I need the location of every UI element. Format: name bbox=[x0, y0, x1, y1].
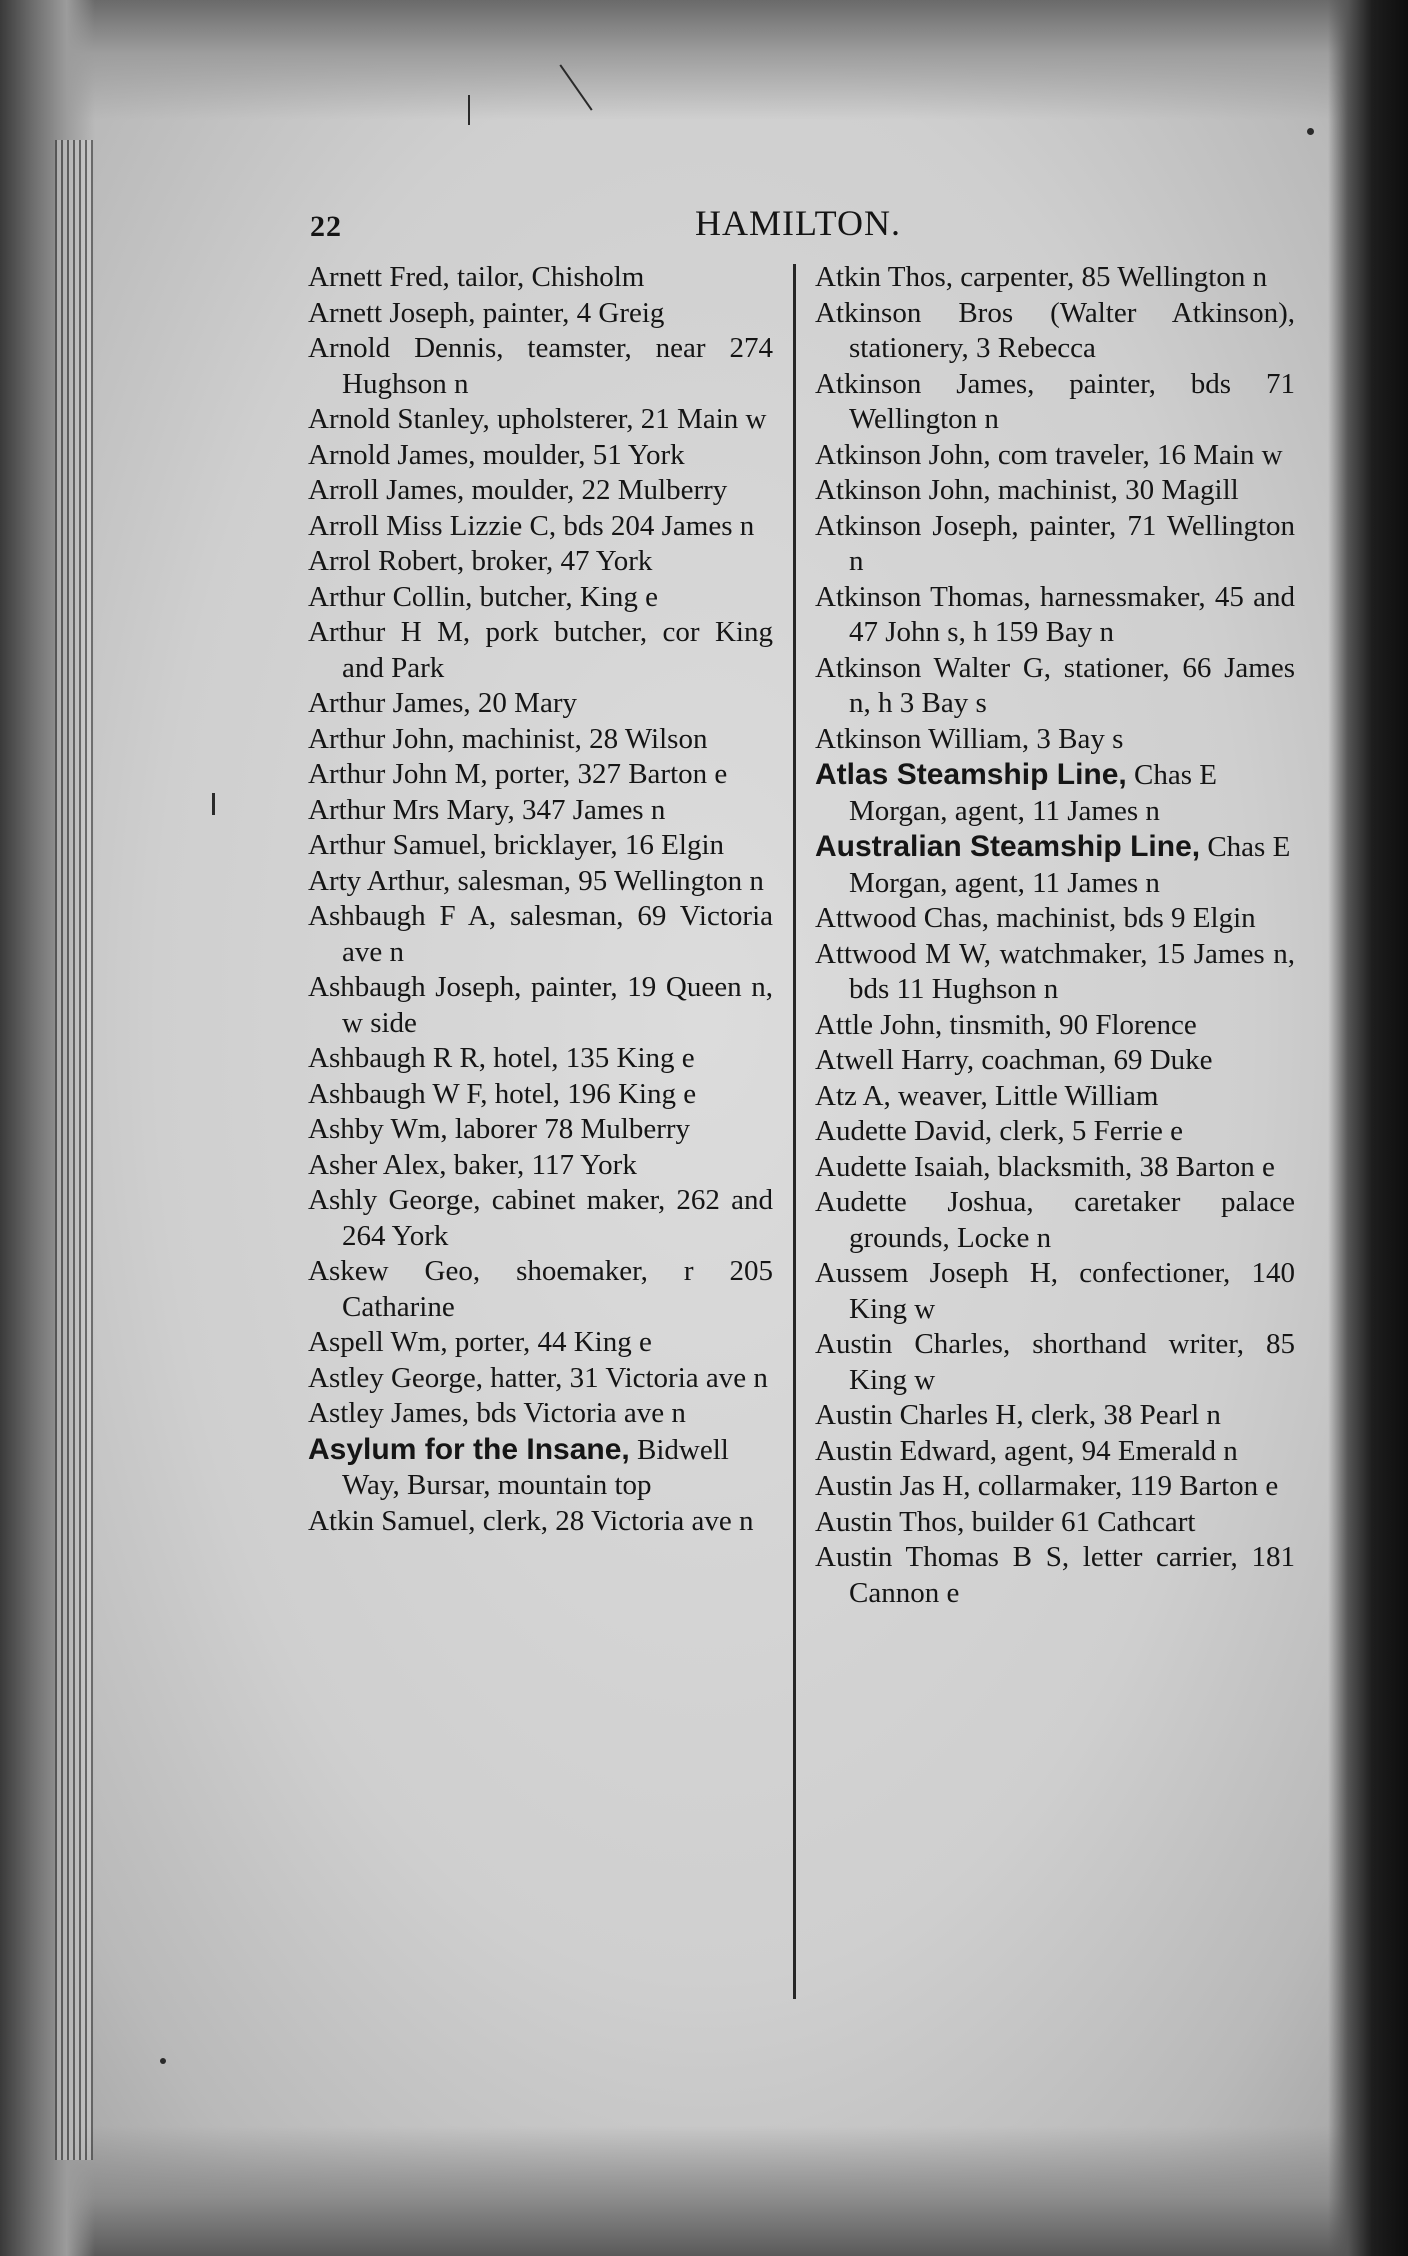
directory-entry bbox=[815, 367, 1295, 438]
directory-entry bbox=[308, 438, 773, 474]
directory-page bbox=[300, 200, 1300, 2070]
directory-entry bbox=[815, 509, 1295, 580]
entry-text: Ashbaugh W F, hotel, 196 King e bbox=[308, 1077, 697, 1110]
entry-text: Austin Edward, agent, 94 Emerald n bbox=[815, 1434, 1238, 1467]
directory-entry bbox=[815, 1505, 1295, 1541]
entry-text: Ashbaugh Joseph, painter, 19 Queen n, w side bbox=[308, 971, 773, 1039]
directory-entry bbox=[308, 757, 773, 793]
directory-entry bbox=[815, 901, 1295, 937]
directory-entry bbox=[308, 1112, 773, 1148]
directory-entry bbox=[308, 1183, 773, 1254]
directory-entry bbox=[815, 1540, 1295, 1611]
entry-text: Askew Geo, shoemaker, r 205 Catharine bbox=[308, 1255, 773, 1323]
directory-entry bbox=[308, 1504, 773, 1540]
entry-text: Arthur James, 20 Mary bbox=[308, 687, 578, 719]
directory-entry bbox=[815, 757, 1295, 829]
directory-columns bbox=[300, 260, 1300, 2070]
directory-entry bbox=[308, 828, 773, 864]
directory-entry bbox=[815, 1150, 1295, 1186]
directory-entry bbox=[815, 1434, 1295, 1470]
directory-entry bbox=[308, 260, 773, 296]
entry-text: Arthur Mrs Mary, 347 James n bbox=[308, 793, 666, 826]
directory-entry bbox=[815, 260, 1295, 296]
entry-text: Attle John, tinsmith, 90 Florence bbox=[815, 1008, 1197, 1041]
entry-text: Austin Thomas B S, letter carrier, 181 Cannon e bbox=[815, 1541, 1295, 1609]
entry-text: Arnold Dennis, teamster, near 274 Hughson n bbox=[308, 332, 773, 400]
entry-text: Ashbaugh F A, salesman, 69 Victoria ave n bbox=[308, 900, 773, 968]
directory-entry bbox=[308, 1148, 773, 1184]
entry-text: Ashby Wm, laborer 78 Mulberry bbox=[308, 1113, 691, 1145]
directory-entry bbox=[815, 1256, 1295, 1327]
film-speck bbox=[1307, 128, 1314, 135]
directory-entry bbox=[308, 544, 773, 580]
entry-text: Aspell Wm, porter, 44 King e bbox=[308, 1326, 652, 1358]
film-scratch bbox=[468, 95, 470, 125]
directory-entry bbox=[815, 1327, 1295, 1398]
page-number: 22 bbox=[310, 210, 342, 243]
directory-entry bbox=[308, 509, 773, 545]
directory-entry bbox=[815, 937, 1295, 1008]
entry-text: Atkinson William, 3 Bay s bbox=[815, 722, 1124, 755]
right-column bbox=[815, 260, 1295, 1611]
running-head: HAMILTON. bbox=[695, 203, 902, 243]
entry-text: Atkinson John, com traveler, 16 Main w bbox=[815, 438, 1283, 471]
directory-entry bbox=[815, 1114, 1295, 1150]
entry-text: Arnett Fred, tailor, Chisholm bbox=[308, 261, 645, 293]
entry-text: Atkinson John, machinist, 30 Magill bbox=[815, 474, 1239, 506]
entry-text: Asher Alex, baker, 117 York bbox=[308, 1148, 637, 1181]
directory-entry bbox=[815, 1008, 1295, 1044]
entry-text: Astley George, hatter, 31 Victoria ave n bbox=[308, 1361, 768, 1394]
film-speck bbox=[160, 2058, 166, 2064]
entry-business-name: Australian Steamship Line, bbox=[815, 830, 1201, 863]
entry-business-name: Atlas Steamship Line, bbox=[815, 758, 1127, 791]
film-edge-bottom bbox=[0, 2126, 1408, 2256]
directory-entry bbox=[815, 1469, 1295, 1505]
directory-entry bbox=[308, 1325, 773, 1361]
directory-entry bbox=[815, 1079, 1295, 1115]
entry-text: Arroll James, moulder, 22 Mulberry bbox=[308, 474, 728, 506]
left-column bbox=[308, 260, 773, 1539]
directory-entry bbox=[308, 1361, 773, 1397]
entry-text: Arroll Miss Lizzie C, bds 204 James n bbox=[308, 509, 755, 542]
entry-text: Austin Jas H, collarmaker, 119 Barton e bbox=[815, 1470, 1279, 1502]
directory-entry bbox=[815, 1398, 1295, 1434]
entry-text: Arthur H M, pork butcher, cor King and Park bbox=[308, 616, 773, 684]
directory-entry bbox=[815, 580, 1295, 651]
page-header bbox=[300, 200, 1300, 260]
directory-entry bbox=[308, 1041, 773, 1077]
directory-entry bbox=[308, 1432, 773, 1504]
film-edge-top bbox=[0, 0, 1408, 120]
entry-text: Atkinson Thomas, harnessmaker, 45 and 47 John s, h 159 Bay n bbox=[815, 580, 1295, 648]
entry-details: Chas E Morgan, agent, 11 James n bbox=[849, 759, 1217, 827]
directory-entry bbox=[815, 1043, 1295, 1079]
directory-entry bbox=[308, 722, 773, 758]
directory-entry bbox=[815, 296, 1295, 367]
entry-text: Arty Arthur, salesman, 95 Wellington n bbox=[308, 864, 764, 897]
directory-entry bbox=[308, 331, 773, 402]
entry-text: Arthur John, machinist, 28 Wilson bbox=[308, 722, 708, 755]
directory-entry bbox=[308, 1396, 773, 1432]
directory-entry bbox=[308, 580, 773, 616]
entry-text: Arthur Samuel, bricklayer, 16 Elgin bbox=[308, 829, 725, 861]
directory-entry bbox=[308, 1077, 773, 1113]
directory-entry bbox=[308, 899, 773, 970]
directory-entry bbox=[308, 686, 773, 722]
film-speck bbox=[212, 793, 215, 815]
entry-text: Arnold James, moulder, 51 York bbox=[308, 438, 685, 471]
entry-text: Audette David, clerk, 5 Ferrie e bbox=[815, 1115, 1183, 1147]
entry-text: Atkin Samuel, clerk, 28 Victoria ave n bbox=[308, 1504, 754, 1537]
entry-text: Atkinson Bros (Walter Atkinson), stationery, 3 Rebecca bbox=[815, 296, 1295, 364]
entry-text: Audette Joshua, caretaker palace grounds, Locke n bbox=[815, 1186, 1295, 1254]
column-divider bbox=[793, 264, 796, 1999]
entry-text: Ashbaugh R R, hotel, 135 King e bbox=[308, 1042, 695, 1074]
entry-text: Arnett Joseph, painter, 4 Greig bbox=[308, 296, 665, 329]
entry-text: Aussem Joseph H, confectioner, 140 King w bbox=[815, 1257, 1295, 1325]
entry-text: Ashly George, cabinet maker, 262 and 264 York bbox=[308, 1184, 773, 1252]
film-edge-right bbox=[1328, 0, 1408, 2256]
directory-entry bbox=[815, 473, 1295, 509]
entry-text: Atkinson Walter G, stationer, 66 James n, h 3 Bay s bbox=[815, 651, 1295, 719]
directory-entry bbox=[815, 1185, 1295, 1256]
directory-entry bbox=[308, 473, 773, 509]
entry-text: Austin Charles, shorthand writer, 85 King w bbox=[815, 1328, 1295, 1396]
entry-text: Audette Isaiah, blacksmith, 38 Barton e bbox=[815, 1150, 1275, 1183]
directory-entry bbox=[815, 438, 1295, 474]
directory-entry bbox=[308, 615, 773, 686]
entry-text: Arrol Robert, broker, 47 York bbox=[308, 545, 653, 577]
entry-text: Arnold Stanley, upholsterer, 21 Main w bbox=[308, 403, 767, 435]
entry-text: Atwell Harry, coachman, 69 Duke bbox=[815, 1044, 1213, 1076]
entry-text: Arthur Collin, butcher, King e bbox=[308, 580, 658, 613]
entry-text: Attwood Chas, machinist, bds 9 Elgin bbox=[815, 902, 1256, 934]
entry-text: Atkin Thos, carpenter, 85 Wellington n bbox=[815, 261, 1268, 293]
directory-entry bbox=[308, 970, 773, 1041]
directory-entry bbox=[308, 793, 773, 829]
entry-text: Austin Charles H, clerk, 38 Pearl n bbox=[815, 1399, 1221, 1431]
entry-business-name: Asylum for the Insane, bbox=[308, 1432, 630, 1466]
entry-text: Atkinson James, painter, bds 71 Wellington n bbox=[815, 367, 1295, 435]
entry-text: Arthur John M, porter, 327 Barton e bbox=[308, 758, 728, 790]
directory-entry bbox=[815, 722, 1295, 758]
entry-text: Atkinson Joseph, painter, 71 Wellington n bbox=[815, 509, 1295, 577]
entry-details: Chas E Morgan, agent, 11 James n bbox=[849, 831, 1291, 899]
directory-entry bbox=[308, 864, 773, 900]
entry-text: Atz A, weaver, Little William bbox=[815, 1079, 1159, 1112]
page-stack-edges bbox=[55, 140, 93, 2160]
directory-entry bbox=[308, 296, 773, 332]
entry-text: Austin Thos, builder 61 Cathcart bbox=[815, 1505, 1196, 1538]
directory-entry bbox=[308, 1254, 773, 1325]
entry-text: Attwood M W, watchmaker, 15 James n, bds 11 Hughson n bbox=[815, 937, 1295, 1005]
entry-text: Astley James, bds Victoria ave n bbox=[308, 1397, 686, 1429]
directory-entry bbox=[815, 829, 1295, 901]
entry-details: Bidwell Way, Bursar, mountain top bbox=[342, 1433, 729, 1501]
directory-entry bbox=[815, 651, 1295, 722]
directory-entry bbox=[308, 402, 773, 438]
